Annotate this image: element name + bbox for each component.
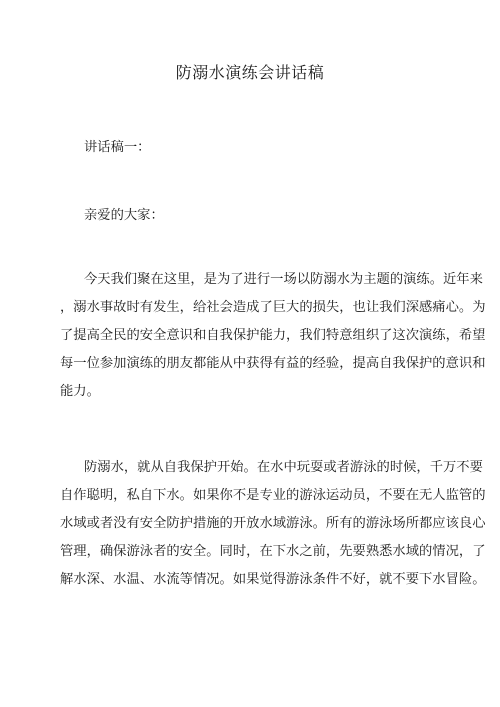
paragraph1-line: ，溺水事故时有发生，给社会造成了巨大的损失，也让我们深感痛心。为	[60, 300, 486, 315]
salutation: 亲爱的大家：	[84, 208, 164, 223]
paragraph2-line: 防溺水，就从自我保护开始。在水中玩耍或者游泳的时候，千万不要	[84, 460, 483, 475]
paragraph2-line: 解水深、水温、水流等情况。如果觉得游泳条件不好，就不要下水冒险。	[60, 572, 486, 587]
paragraph1-line: 能力。	[60, 384, 100, 399]
paragraph1-line: 了提高全民的安全意识和自我保护能力，我们特意组织了这次演练，希望	[60, 328, 486, 343]
paragraph2-line: 水域或者没有安全防护措施的开放水域游泳。所有的游泳场所都应该良心	[60, 516, 486, 531]
paragraph1-line: 每一位参加演练的朋友都能从中获得有益的经验，提高自我保护的意识和	[60, 356, 486, 371]
paragraph2-line: 管理，确保游泳者的安全。同时，在下水之前，先要熟悉水域的情况，了	[60, 544, 486, 559]
section-label: 讲话稿一：	[84, 140, 151, 155]
paragraph2-line: 自作聪明，私自下水。如果你不是专业的游泳运动员，不要在无人监管的	[60, 488, 486, 503]
document-title: 防溺水演练会讲话稿	[175, 63, 325, 82]
paragraph1-line: 今天我们聚在这里，是为了进行一场以防溺水为主题的演练。近年来	[84, 272, 483, 287]
